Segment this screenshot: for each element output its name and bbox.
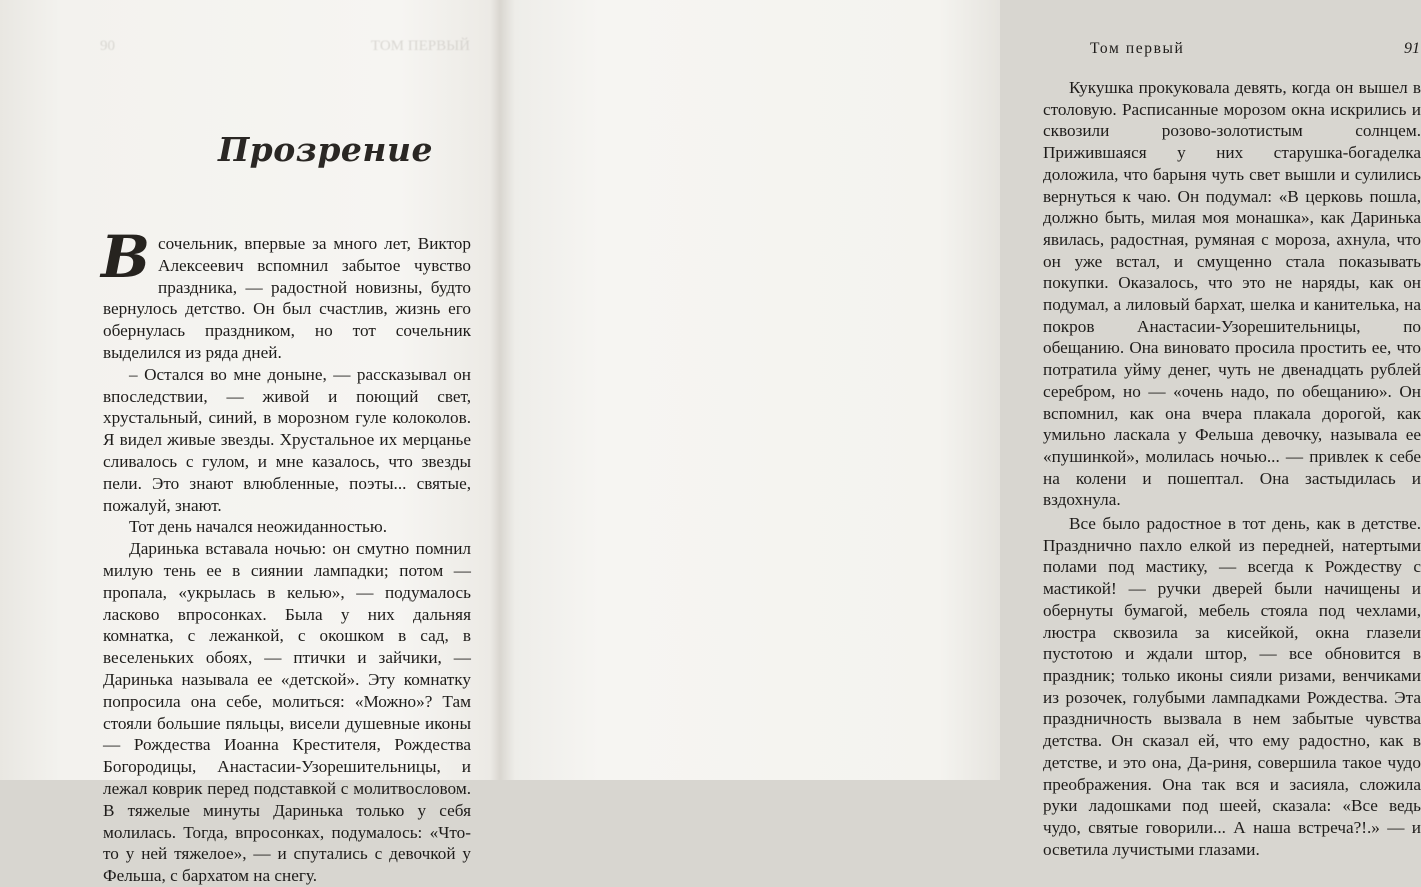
drop-cap: В	[101, 223, 151, 291]
show-through-header: 90 ТОМ ПЕРВЫЙ	[100, 38, 470, 54]
paragraph: В сочельник, впервые за много лет, Виктор Алексеевич вспомнил забытое чувство праздника, — радостной новизны, будто вернулось детство. Он был счастлив, жизнь его обернулась праздником, но тот сочельник выделился из ряда дней.	[101, 223, 471, 362]
running-header-title: Том первый	[1090, 40, 1185, 57]
paragraph: Кукушка прокуковала девять, когда он вышел в столовую. Расписанные морозом окна искрились и сквозили розово-золотистым солнцем. Прижившаяся у них старушка-богаделка доложила, что барыня чуть свет вышли и сулились вернуться к чаю. Он подумал: «В церковь пошла, должно быть, милая моя монашка», как Даринька явилась, радостная, румяная с мороза, ахнула, что он уже встал, и смущенно стала показывать покупки. Оказалось, что это не наряды, как он подумал, а лиловый бархат, шелка и канителька, на покров Анастасии-Узорешительницы, по обещанию. Она виновато просила простить ее, что потратила уйму денег, чуть не двенадцать рублей серебром, но — «очень надо, по обещанию». Он вспомнил, как она вчера плакала дорогой, как умильно ласкала у Фельша девочку, называла ее «пушинкой», молилась ночью... — привлек к себе на колени и пошептал. Она застыдилась и вздохнула.	[1043, 78, 1421, 510]
paragraph: – Остался во мне доныне, — рассказывал он впоследствии, — живой и поющий свет, хрустальный, синий, в морозном гуле колоколов. Я видел живые звезды. Хрустальное их мерцанье сливалось с гулом, и мне казалось, что звезды пели. Это знают влюбленные, поэты... святые, пожалуй, знают.	[103, 364, 471, 515]
running-header	[1090, 40, 1420, 58]
left-page	[0, 0, 500, 886]
right-page	[500, 0, 1421, 859]
left-body-text	[101, 223, 471, 887]
paragraph: Тот день начался неожиданностью.	[129, 517, 388, 537]
right-body-text	[1043, 77, 1421, 860]
paragraph: Даринька вставала ночью: он смутно помнил милую тень ее в сиянии лампадки; потом — пропала, «укрылась в келью», — подумалось ласково впросонках. Была у них дальняя комнатка, с лежанкой, с окошком в сад, в веселеньких обоях, — птички и зайчики, — Даринька называла ее «детской». Эту комнатку попросила она себе, молиться: «Можно»? Там стояли большие пяльцы, висели душевные иконы — Рождества Иоанна Крестителя, Рождества Богородицы, Анастасии-Узорешительницы, и лежал коврик перед подставкой с молитвословом. В тяжелые минуты Даринька только у себя молилась. Тогда, впросонках, подумалось: «Что-то у ней тяжелое», — и спутались с девочкой у Фельша, с бархатом на снегу.	[103, 539, 471, 886]
page-number: 91	[1404, 40, 1420, 57]
chapter-title: Прозрение	[218, 130, 433, 169]
paragraph: Все было радостное в тот день, как в детстве. Празднично пахло елкой из передней, натертыми полами под мастику, — всегда к Рождеству с мастикой! — ручки дверей были начищены и обернуты бумагой, мебель стояла под чехлами, люстра сквозила за кисейкой, окна глазели пустотою и ждали штор, — все обновится в праздник; только иконы сияли ризами, венчиками из розочек, голубыми лампадками Рождества. Эта праздничность вызвала в нем забытые чувства детства. Он сказал ей, что ему радостно, как в детстве, и это она, Да-риня, совершила такое чудо преображения. Она так вся и засияла, сложила руки ладошками под шеей, сказала: «Все ведь чудо, святые говорили... А наша встреча?!.» — и осветила лучистыми глазами.	[1043, 514, 1421, 859]
